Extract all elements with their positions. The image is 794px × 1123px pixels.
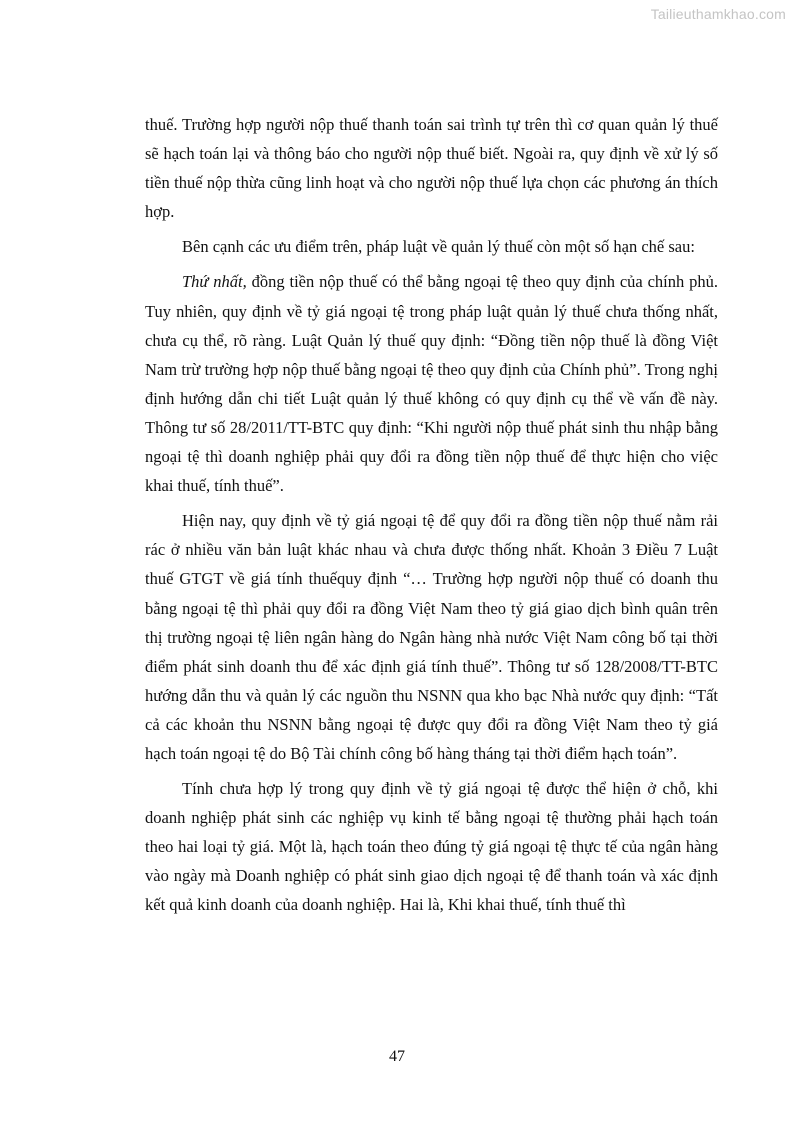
paragraph-first-limitation-text: đồng tiền nộp thuế có thể bằng ngoại tệ theo quy định của chính phủ. Tuy nhiên, quy định về tỷ giá ngoại tệ trong pháp luật quản lý thuế chưa thống nhất, chưa cụ thể, rõ ràng. Luật Quản lý thuế quy định: “Đồng tiền nộp thuế là đồng Việt Nam trừ trường hợp nộp thuế bằng ngoại tệ theo quy định của Chính phủ”. Trong nghị định hướng dẫn chi tiết Luật quản lý thuế không có quy định cụ thể về vấn đề này. Thông tư số 28/2011/TT-BTC quy định: “Khi người nộp thuế phát sinh thu nhập bằng ngoại tệ thì doanh nghiệp phải quy đổi ra đồng tiền nộp thuế để thực hiện cho việc khai thuế, tính thuế”. <box>145 272 718 496</box>
page-number: 47 <box>389 1048 405 1065</box>
paragraph-unreasonable-rules: Tính chưa hợp lý trong quy định về tỷ giá ngoại tệ được thể hiện ở chỗ, khi doanh nghiệp phát sinh các nghiệp vụ kinh tế bằng ngoại tệ thường phải hạch toán theo hai loại tỷ giá. Một là, hạch toán theo đúng tỷ giá ngoại tệ thực tế của ngân hàng vào ngày mà Doanh nghiệp có phát sinh giao dịch ngoại tệ để thanh toán và xác định kết quả kinh doanh của doanh nghiệp. Hai là, Khi khai thuế, tính thuế thì <box>145 779 718 915</box>
paragraph-continuation: thuế. Trường hợp người nộp thuế thanh toán sai trình tự trên thì cơ quan quản lý thuế sẽ hạch toán lại và thông báo cho người nộp thuế biết. Ngoài ra, quy định về xử lý số tiền thuế nộp thừa cũng linh hoạt và cho người nộp thuế lựa chọn các phương án thích hợp. <box>145 115 718 222</box>
paragraph-first-limitation <box>145 267 718 500</box>
watermark-text: Tailieuthamkhao.com <box>650 6 786 22</box>
paragraph-limitations-intro: Bên cạnh các ưu điểm trên, pháp luật về quản lý thuế còn một số hạn chế sau: <box>182 237 695 257</box>
italic-lead-first: Thứ nhất, <box>182 272 247 292</box>
page-body <box>145 110 718 926</box>
paragraph-exchange-rate-rules: Hiện nay, quy định về tỷ giá ngoại tệ để quy đổi ra đồng tiền nộp thuế nằm rải rác ở nhiều văn bản luật khác nhau và chưa được thống nhất. Khoản 3 Điều 7 Luật thuế GTGT về giá tính thuếquy định “… Trường hợp người nộp thuế có doanh thu bằng ngoại tệ thì phải quy đổi ra đồng Việt Nam theo tỷ giá giao dịch bình quân trên thị trường ngoại tệ liên ngân hàng do Ngân hàng nhà nước Việt Nam công bố tại thời điểm phát sinh doanh thu để xác định giá tính thuế”. Thông tư số 128/2008/TT-BTC hướng dẫn thu và quản lý các nguồn thu NSNN qua kho bạc Nhà nước quy định: “Tất cả các khoản thu NSNN bằng ngoại tệ được quy đổi ra đồng Việt Nam theo tỷ giá hạch toán ngoại tệ do Bộ Tài chính công bố hàng tháng tại thời điểm hạch toán”. <box>145 511 718 763</box>
